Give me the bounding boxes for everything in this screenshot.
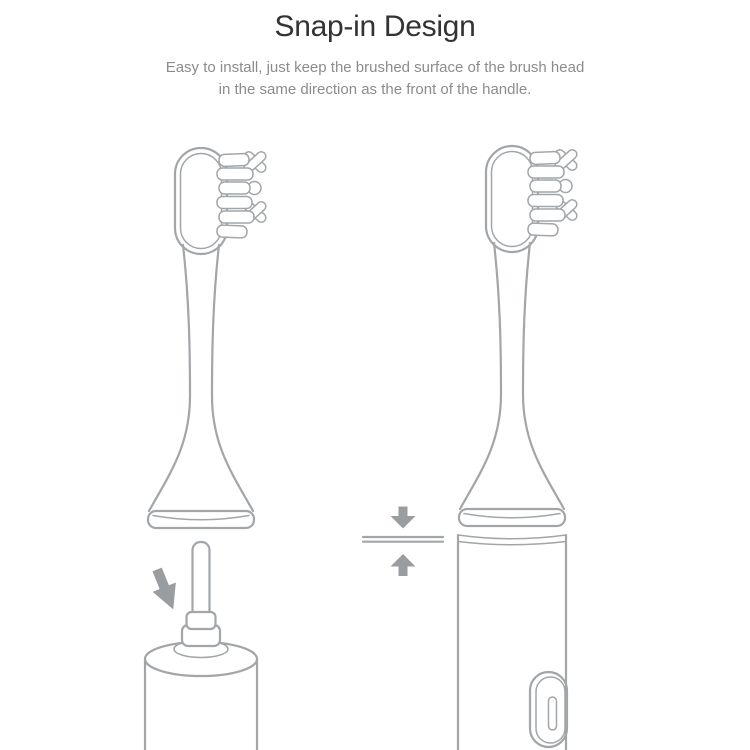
insert-down-arrow-icon: [146, 565, 185, 614]
detached-brush-head: [148, 148, 268, 528]
detached-toothbrush-illustration: [145, 148, 268, 750]
subtitle-line-2: in the same direction as the front of the handle.: [218, 81, 532, 98]
subtitle-line-1: Easy to install, just keep the brushed surface of the brush head: [165, 59, 585, 76]
snap-junction-lines: [363, 537, 443, 542]
assembled-handle: [458, 535, 567, 750]
page-title: Snap-in Design: [274, 10, 476, 43]
drive-shaft: [193, 542, 210, 618]
attached-brush-head: [459, 146, 579, 526]
power-button: [530, 672, 567, 747]
assembled-toothbrush-illustration: [363, 146, 579, 750]
power-button-slit: [549, 697, 557, 730]
press-up-arrow-icon: [391, 554, 416, 576]
press-down-arrow-icon: [391, 507, 416, 529]
